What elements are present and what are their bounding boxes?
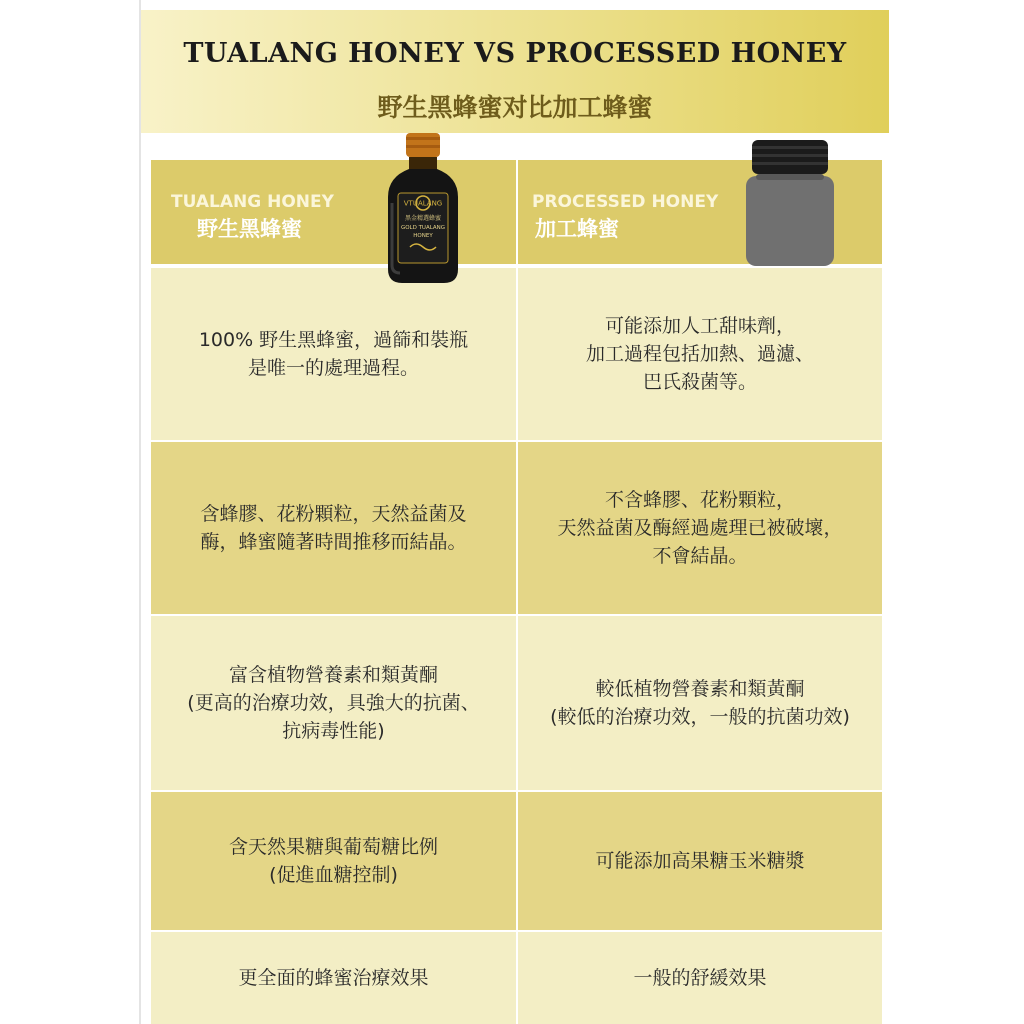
row-1-processed	[518, 268, 882, 440]
header-processed-zh: 加工蜂蜜	[535, 217, 619, 241]
header-tualang-zh: 野生黑蜂蜜	[197, 217, 302, 241]
row-3-processed-text: 較低植物營養素和類黃酮 (較低的治療功效，一般的抗菌功效)	[550, 678, 850, 728]
row-1-tualang	[151, 268, 516, 440]
row-5-tualang	[151, 932, 516, 1024]
bottle-label-en2: HONEY	[413, 233, 433, 239]
bottle-brand: VTUALANG	[403, 199, 443, 208]
header-processed-en: PROCESSED HONEY	[532, 192, 719, 212]
comparison-table	[151, 160, 882, 1024]
left-divider	[139, 0, 141, 1024]
row-4-tualang-text: 含天然果糖與葡萄糖比例 (促進血糖控制)	[228, 836, 438, 886]
row-3-tualang-text: 富含植物營養素和類黃酮 (更高的治療功效，具強大的抗菌、 抗病毒性能)	[187, 664, 480, 742]
row-1-tualang-text: 100% 野生黑蜂蜜，過篩和裝瓶 是唯一的處理過程。	[198, 329, 469, 379]
row-5-processed	[518, 932, 882, 1024]
row-5-tualang-text: 更全面的蜂蜜治療效果	[238, 967, 429, 989]
row-2-tualang	[151, 442, 516, 614]
banner-subtitle: 野生黑蜂蜜对比加工蜂蜜	[377, 93, 653, 122]
row-3-processed	[518, 616, 882, 790]
row-3-tualang	[151, 616, 516, 790]
row-5-processed-text: 一般的舒緩效果	[633, 967, 767, 989]
row-4-processed	[518, 792, 882, 930]
banner-title: TUALANG HONEY VS PROCESSED HONEY	[183, 38, 847, 69]
header-tualang-en: TUALANG HONEY	[171, 192, 334, 212]
honey-bottle-icon	[384, 133, 462, 283]
row-4-processed-text: 可能添加高果糖玉米糖漿	[595, 850, 805, 872]
title-banner	[141, 10, 889, 133]
row-2-tualang-text: 含蜂膠、花粉顆粒，天然益菌及 酶，蜂蜜隨著時間推移而結晶。	[200, 503, 467, 553]
bottle-label-en1: GOLD TUALANG	[400, 225, 446, 231]
row-2-processed	[518, 442, 882, 614]
bottle-label-zh: 黑金精選蜂蜜	[404, 215, 442, 222]
row-4-tualang	[151, 792, 516, 930]
row-2-processed-text: 不含蜂膠、花粉顆粒， 天然益菌及酶經過處理已被破壞， 不會結晶。	[557, 489, 843, 567]
row-1-processed-text: 可能添加人工甜味劑， 加工過程包括加熱、過濾、 巴氏殺菌等。	[585, 315, 814, 393]
honey-jar-icon	[742, 140, 838, 266]
